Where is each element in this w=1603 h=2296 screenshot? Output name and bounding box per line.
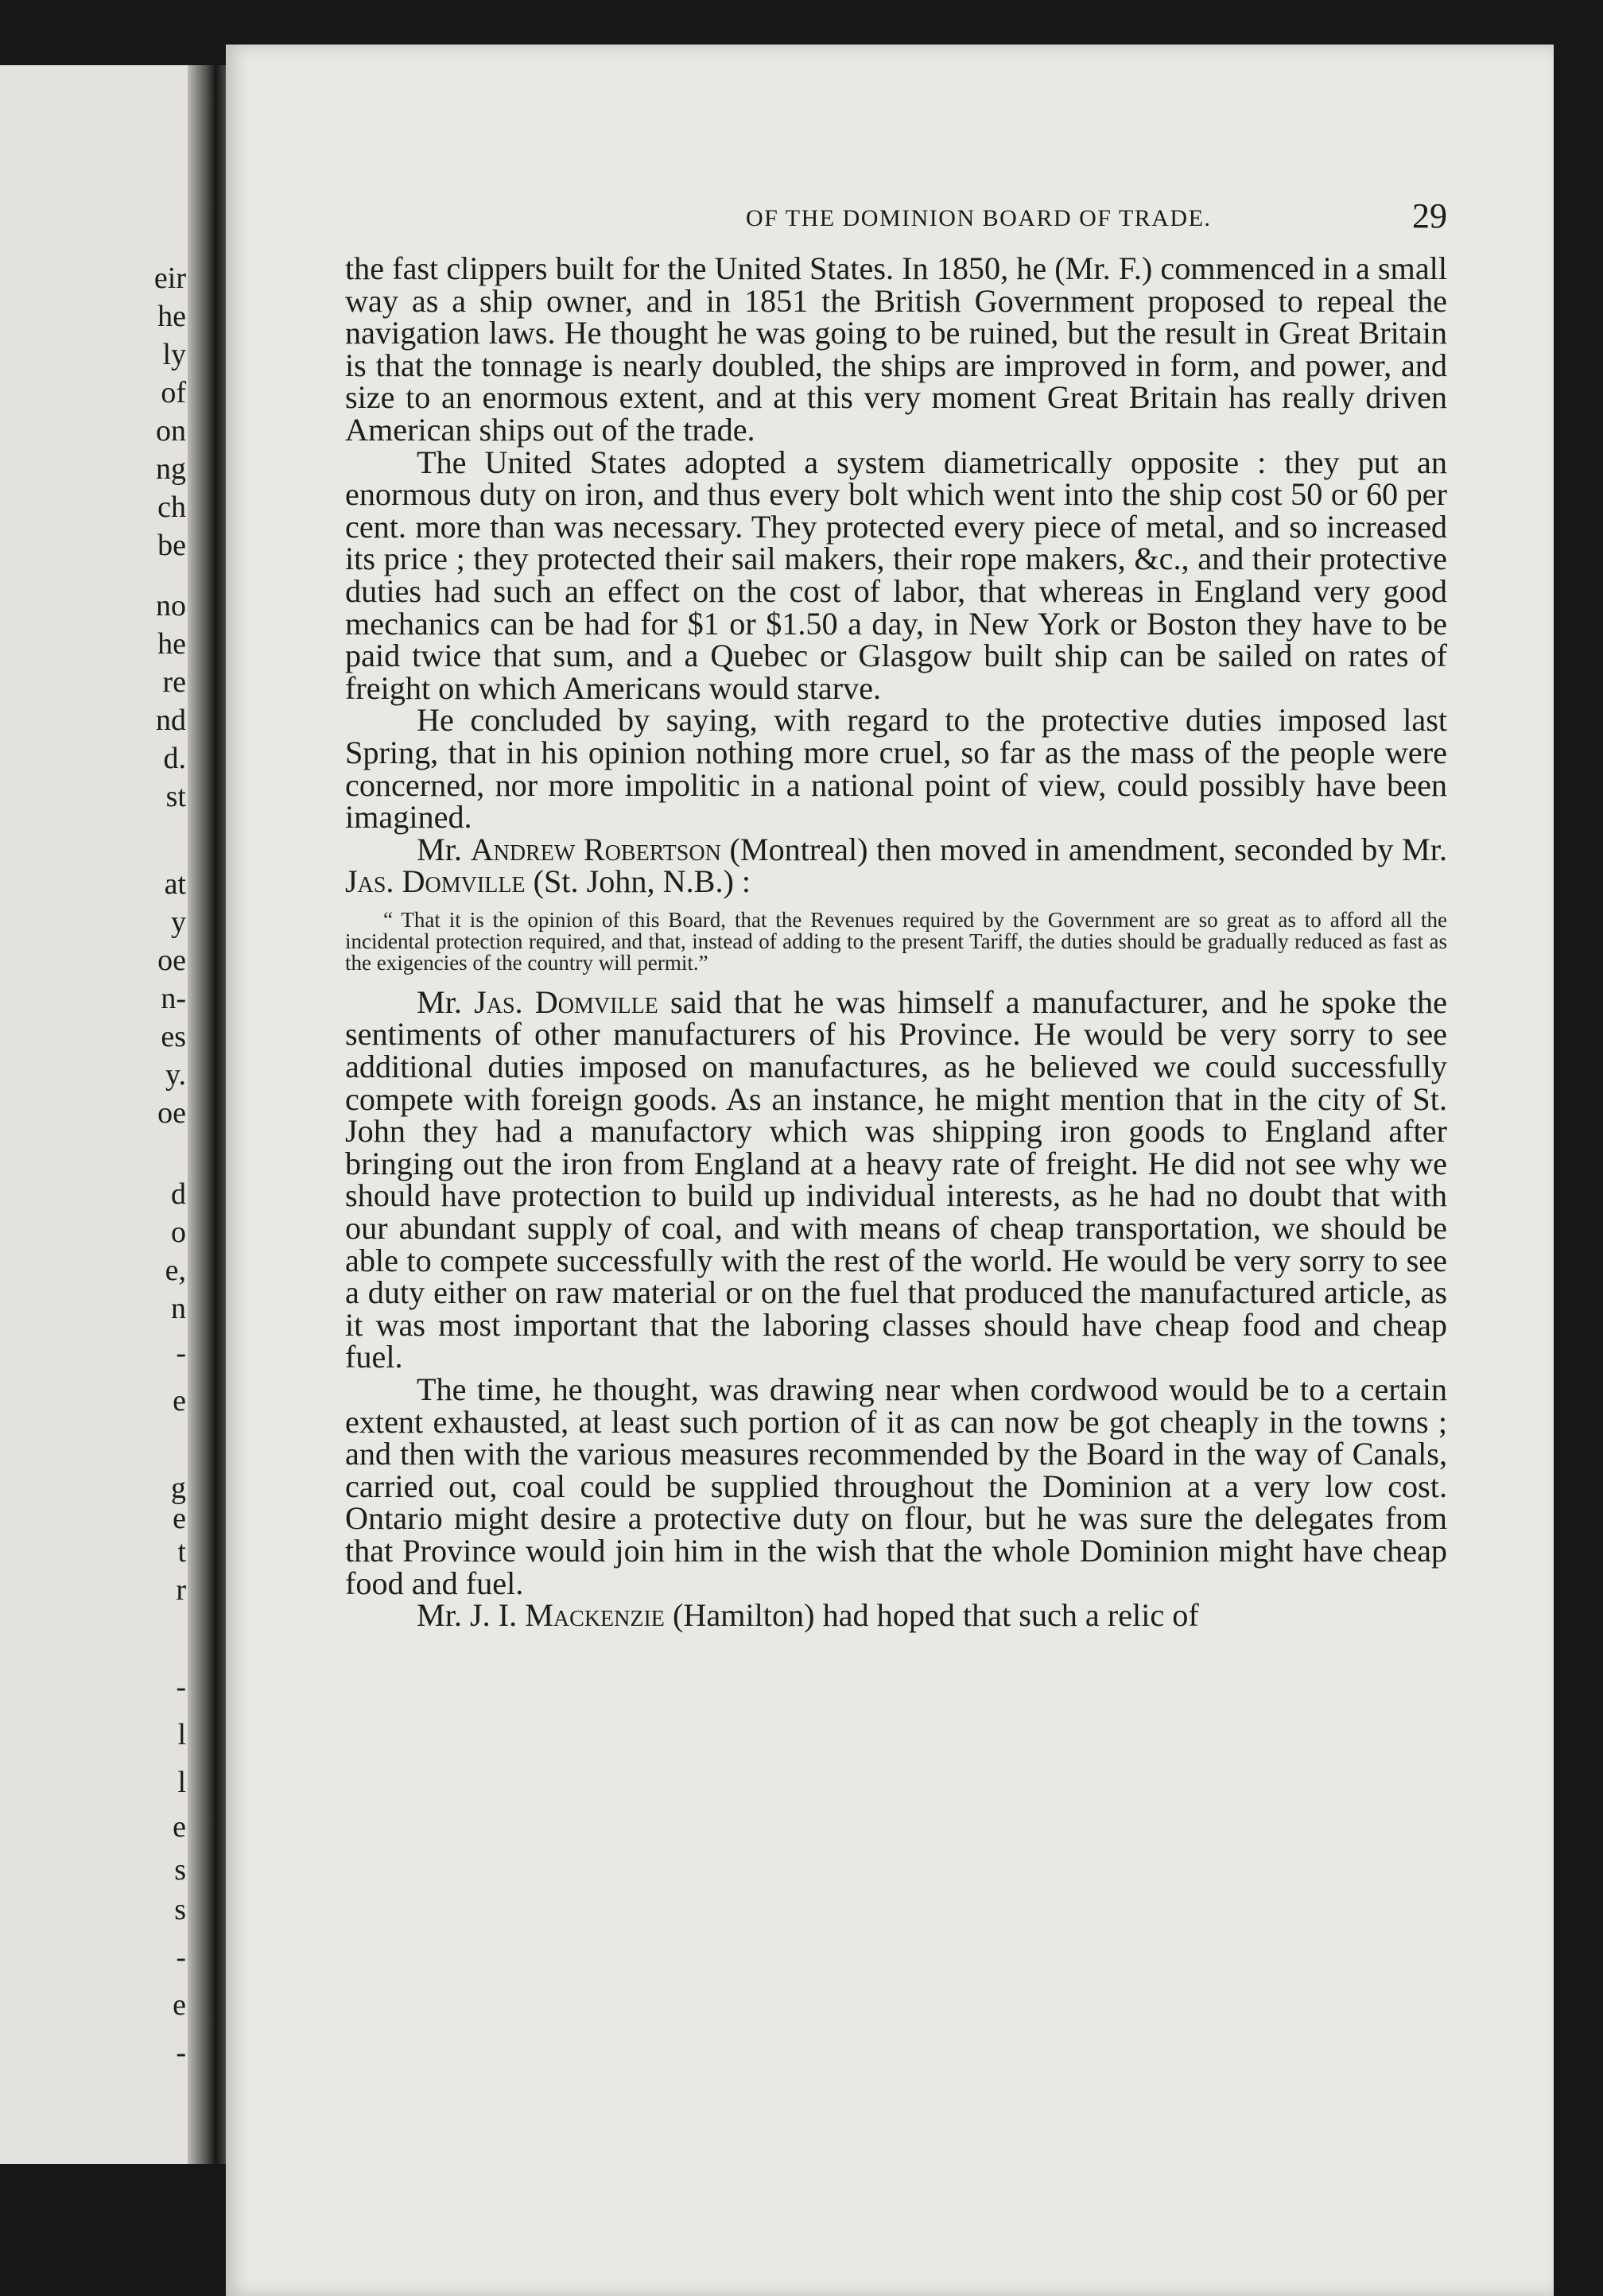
speaker-name-domville-2: Jas. Domville (474, 983, 658, 1020)
domville-speech-text: said that he was himself a manufacturer, and he spoke the sentiments of other manufacturers of his Province. He would be very sorry to see additional duties imposed on manufactures, as he believed we could successfully compete with foreign goods. As an instance, he might mention that in the city of St. John they had a manufactory which was shipping iron goods to England after bringing out the iron from England at a heavy rate of freight. He did not see why we should have protection to build up individual interests, as he had no doubt that with our abundant supply of coal, and with means of cheap transportation, we should be able to compete successfully with the rest of the world. He would be very sorry to see a duty either on raw material or on the fuel that produced the manufactured article, as it was most important that the laboring classes should have cheap food and cheap fuel. (345, 983, 1447, 1375)
left-page-fragment: l (177, 1766, 186, 1799)
speaker-name-mackenzie: Mackenzie (525, 1597, 665, 1634)
page-number: 29 (1412, 196, 1447, 235)
left-page-fragment: g (171, 1472, 186, 1505)
left-page-fragment: - (176, 2036, 186, 2069)
left-page-fragment: r (176, 1573, 186, 1607)
left-page-fragment: s (174, 1853, 186, 1887)
left-page-fragment: e (173, 1810, 186, 1844)
speaker-name-domville: Jas. Domville (345, 863, 526, 900)
left-page-fragment: st (165, 780, 186, 813)
left-page-fragment: n- (161, 982, 186, 1015)
left-page-fragment: oe (157, 1096, 186, 1130)
amendment-suffix: (St. John, N.B.) : (525, 863, 751, 900)
left-page-fragment: ly (162, 338, 186, 371)
left-page-fragment: e (173, 1502, 186, 1535)
left-page-fragment: at (164, 867, 186, 901)
paragraph-amendment (345, 831, 1447, 900)
left-page-fragment: t (177, 1535, 186, 1569)
resolution-quote: “ That it is the opinion of this Board, that the Revenues required by the Government are so great as to afford all the incidental protection required, and that, instead of adding to the present Tariff, the duties should be gradually reduced as fast as the exigencies of the country will permit.” (345, 907, 1447, 975)
left-page-fragment: on (156, 414, 186, 448)
left-page-fragment: d. (163, 742, 186, 775)
left-page-fragment: nd (156, 704, 186, 737)
left-page-fragment: e (173, 1384, 186, 1418)
left-page-fragment: eir (153, 262, 186, 295)
paragraph-conclusion: He concluded by saying, with regard to the protective duties imposed last Spring, that in his opinion nothing more cruel, so far as the mass of the people were concerned, nor more impolitic in a national point of view, could possibly have been imagined. (345, 702, 1447, 836)
left-page-fragment: e, (165, 1254, 186, 1287)
left-page-fragment: y. (165, 1058, 186, 1092)
page-header (345, 196, 1447, 235)
left-page-fragment: no (156, 589, 186, 622)
amendment-middle: (Montreal) then moved in amendment, seconded by Mr. (720, 831, 1447, 867)
left-page-fragment: d (171, 1177, 186, 1211)
body-text (345, 250, 1447, 1634)
left-page-fragment: s (174, 1893, 186, 1926)
left-page-fragment: - (176, 1336, 186, 1370)
speaker-name-robertson: Andrew Robertson (470, 831, 721, 867)
left-page-text-fragments (138, 65, 186, 2164)
left-page-fragment: l (177, 1718, 186, 1751)
mackenzie-text: (Hamilton) had hoped that such a relic of (664, 1597, 1199, 1634)
paragraph-domville-speech (345, 983, 1447, 1375)
left-page-fragment: be (157, 529, 186, 562)
left-page-fragment: - (176, 1670, 186, 1704)
left-page-fragment: he (157, 627, 186, 661)
right-page (226, 45, 1554, 2296)
left-page-fragment: he (157, 300, 186, 333)
left-page-fragment: ch (157, 491, 186, 524)
left-page-fragment: re (162, 665, 186, 699)
left-page-fragment: of (161, 376, 186, 409)
paragraph-cordwood: The time, he thought, was drawing near when cordwood would be to a certain extent exhausted, at least such portion of it as can now be got cheaply in the towns ; and then with the various measures recommended by the Board in the way of Canals, carried out, coal could be supplied throughout the Dominion at a very low cost. Ontario might desire a protective duty on flour, but he was sure the delegates from that Province would join him in the wish that the whole Dominion might have cheap food and fuel. (345, 1371, 1447, 1601)
mackenzie-prefix: Mr. J. I. (417, 1597, 526, 1634)
running-head: OF THE DOMINION BOARD OF TRADE. (746, 205, 1212, 231)
left-page (0, 65, 199, 2164)
left-page-fragment: oe (157, 944, 186, 977)
left-page-fragment: o (171, 1216, 186, 1249)
domville-prefix: Mr. (417, 983, 475, 1020)
left-page-fragment: es (161, 1020, 186, 1053)
left-page-fragment: ng (156, 452, 186, 486)
paragraph-mackenzie (345, 1597, 1447, 1634)
paragraph-clippers: the fast clippers built for the United States. In 1850, he (Mr. F.) commenced in a small way as a ship owner, and in 1851 the British Government proposed to repeal the navigation laws. He thought he was going to be ruined, but the result in Great Britain is that the tonnage is nearly doubled, the ships are improved in form, and power, and size to an enormous extent, and at this very moment Great Britain has really driven American ships out of the trade. (345, 250, 1447, 448)
amendment-prefix: Mr. (417, 831, 471, 867)
paragraph-united-states: The United States adopted a system diametrically opposite : they put an enormous duty on iron, and thus every bolt which went into the ship cost 50 or 60 per cent. more than was necessary. They protected every piece of metal, and so increased its price ; they protected their sail makers, their rope makers, &c., and their protective duties had such an effect on the cost of labor, that whereas in England very good mechanics can be had for $1 or $1.50 a day, in New York or Boston they have to be paid twice that sum, and a Quebec or Glasgow built ship can be sailed on rates of freight on which Americans would starve. (345, 444, 1447, 706)
left-page-fragment: e (173, 1988, 186, 2022)
left-page-fragment: - (176, 1941, 186, 1974)
left-page-fragment: y (171, 906, 186, 939)
left-page-fragment: n (171, 1292, 186, 1325)
